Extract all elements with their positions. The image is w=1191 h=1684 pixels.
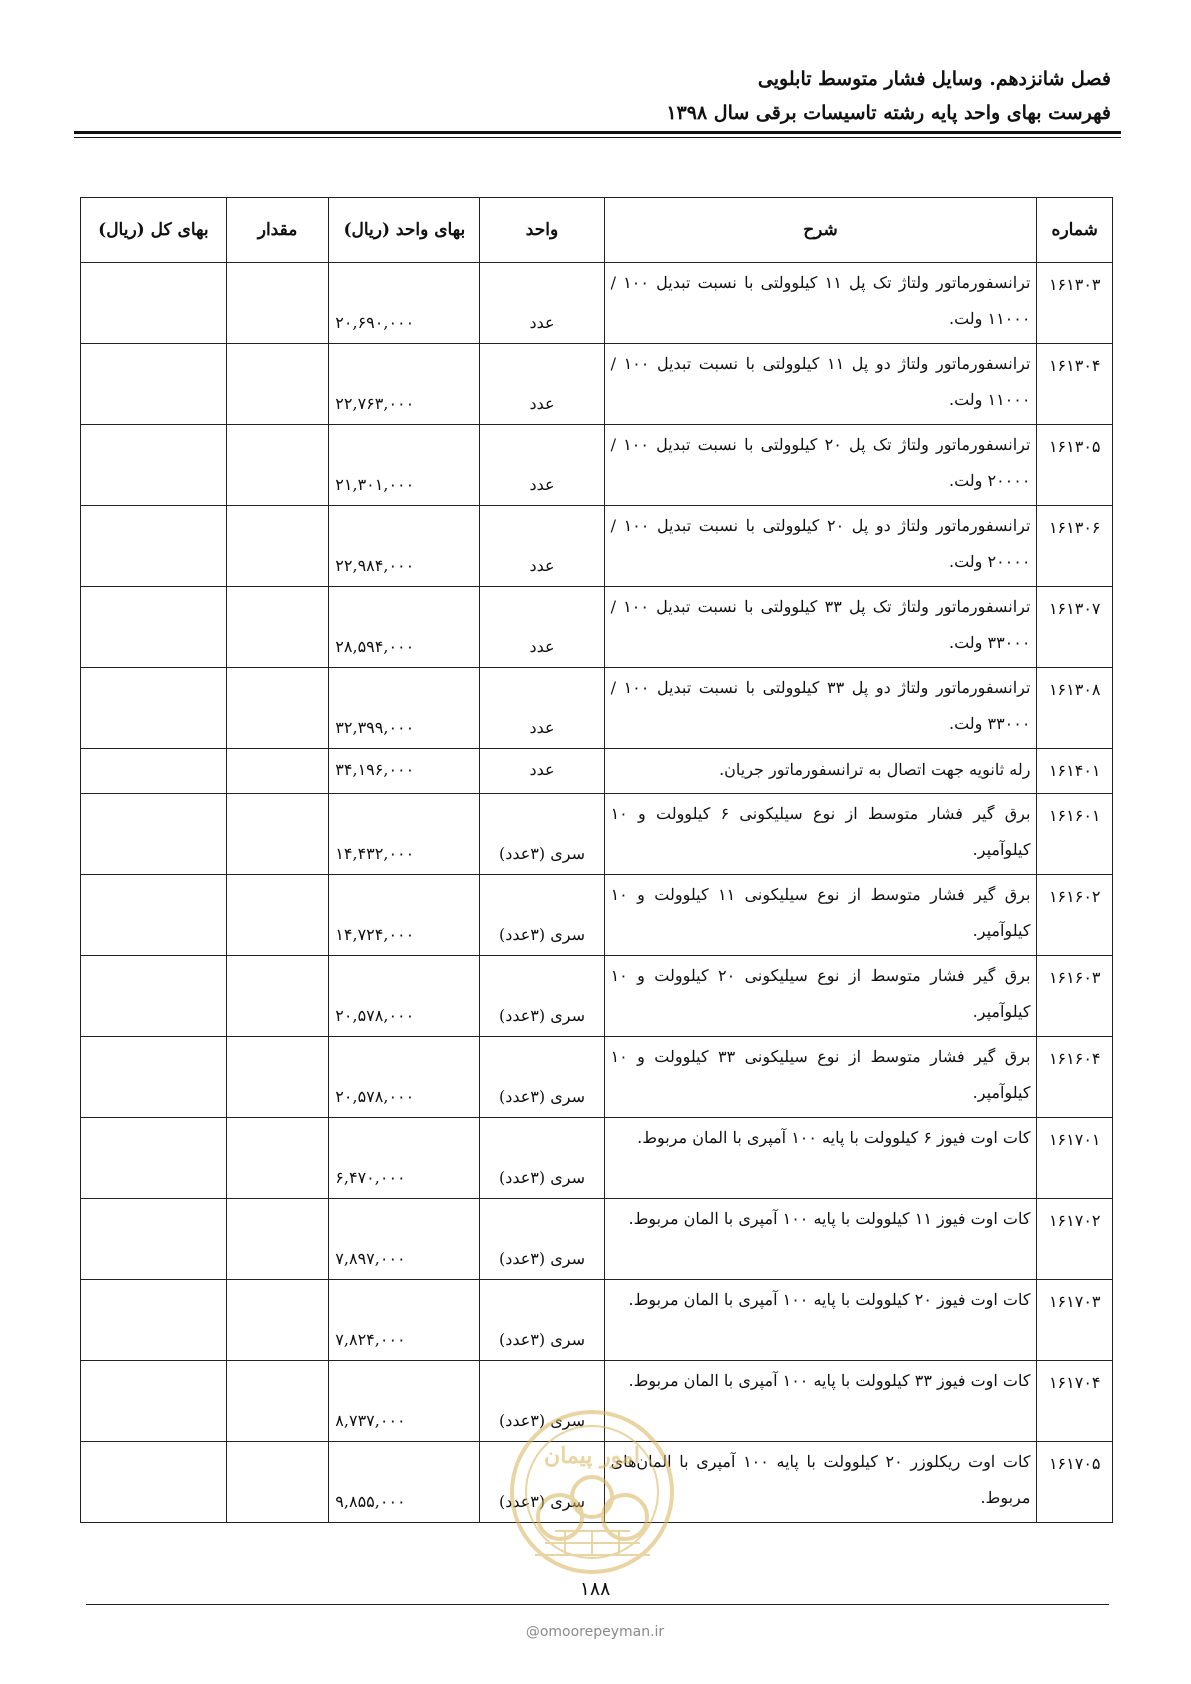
- cell-total-price: [81, 425, 227, 506]
- table-header-row: [81, 198, 1113, 263]
- cell-total-price: [81, 1361, 227, 1442]
- cell-unit: سری (۳عدد): [480, 1118, 604, 1199]
- cell-quantity: [226, 1280, 329, 1361]
- cell-total-price: [81, 506, 227, 587]
- cell-quantity: [226, 1442, 329, 1523]
- column-header-description: شرح: [604, 198, 1037, 263]
- header-divider-thin: [74, 137, 1121, 138]
- cell-total-price: [81, 344, 227, 425]
- cell-total-price: [81, 1280, 227, 1361]
- cell-description: کات اوت فیوز ۶ کیلوولت با پایه ۱۰۰ آمپری با المان مربوط.: [604, 1118, 1037, 1199]
- footer-divider: [86, 1604, 1109, 1605]
- cell-unit: عدد: [480, 506, 604, 587]
- cell-quantity: [226, 1361, 329, 1442]
- cell-description: کات اوت فیوز ۲۰ کیلوولت با پایه ۱۰۰ آمپری با المان مربوط.: [604, 1280, 1037, 1361]
- cell-unit: سری (۳عدد): [480, 1280, 604, 1361]
- cell-unit-price: ۳۲,۳۹۹,۰۰۰: [329, 668, 480, 749]
- cell-total-price: [81, 587, 227, 668]
- chapter-title: فصل شانزدهم. وسایل فشار متوسط تابلویی: [757, 68, 1111, 90]
- cell-unit-price: ۹,۸۵۵,۰۰۰: [329, 1442, 480, 1523]
- cell-unit: سری (۳عدد): [480, 875, 604, 956]
- cell-code: ۱۶۱۳۰۷: [1037, 587, 1113, 668]
- cell-unit-price: ۶,۴۷۰,۰۰۰: [329, 1118, 480, 1199]
- cell-unit: سری (۳عدد): [480, 1442, 604, 1523]
- cell-quantity: [226, 263, 329, 344]
- cell-total-price: [81, 1037, 227, 1118]
- cell-unit-price: ۲۸,۵۹۴,۰۰۰: [329, 587, 480, 668]
- table-row: [81, 344, 1113, 425]
- cell-code: ۱۶۱۴۰۱: [1037, 749, 1113, 794]
- cell-description: برق گیر فشار متوسط از نوع سیلیکونی ۳۳ کیلوولت و ۱۰ کیلوآمپر.: [604, 1037, 1037, 1118]
- column-header-unit-price: بهای واحد (ریال): [329, 198, 480, 263]
- cell-unit-price: ۷,۸۲۴,۰۰۰: [329, 1280, 480, 1361]
- table-row: [81, 1280, 1113, 1361]
- table-row: [81, 668, 1113, 749]
- cell-quantity: [226, 1118, 329, 1199]
- cell-unit-price: ۱۴,۷۲۴,۰۰۰: [329, 875, 480, 956]
- cell-unit-price: ۲۰,۵۷۸,۰۰۰: [329, 956, 480, 1037]
- cell-unit: سری (۳عدد): [480, 956, 604, 1037]
- cell-code: ۱۶۱۷۰۱: [1037, 1118, 1113, 1199]
- page-number: ۱۸۸: [579, 1578, 611, 1600]
- cell-description: رله ثانویه جهت اتصال به ترانسفورماتور جریان.: [604, 749, 1037, 794]
- cell-description: ترانسفورماتور ولتاژ دو پل ۲۰ کیلوولتی با نسبت تبدیل ۱۰۰ / ۲۰۰۰۰ ولت.: [604, 506, 1037, 587]
- cell-quantity: [226, 425, 329, 506]
- cell-code: ۱۶۱۶۰۱: [1037, 794, 1113, 875]
- cell-quantity: [226, 1037, 329, 1118]
- cell-unit: عدد: [480, 425, 604, 506]
- cell-code: ۱۶۱۷۰۵: [1037, 1442, 1113, 1523]
- cell-total-price: [81, 1118, 227, 1199]
- table-row: [81, 794, 1113, 875]
- cell-total-price: [81, 263, 227, 344]
- cell-description: برق گیر فشار متوسط از نوع سیلیکونی ۱۱ کیلوولت و ۱۰ کیلوآمپر.: [604, 875, 1037, 956]
- cell-description: برق گیر فشار متوسط از نوع سیلیکونی ۶ کیلوولت و ۱۰ کیلوآمپر.: [604, 794, 1037, 875]
- cell-total-price: [81, 1199, 227, 1280]
- page-header: [71, 62, 1111, 130]
- cell-unit-price: ۲۰,۶۹۰,۰۰۰: [329, 263, 480, 344]
- table-row: [81, 875, 1113, 956]
- cell-code: ۱۶۱۷۰۴: [1037, 1361, 1113, 1442]
- table-row: [81, 1037, 1113, 1118]
- table-row: [81, 425, 1113, 506]
- cell-quantity: [226, 1199, 329, 1280]
- cell-unit-price: ۸,۷۳۷,۰۰۰: [329, 1361, 480, 1442]
- table-row: [81, 1361, 1113, 1442]
- cell-unit: عدد: [480, 587, 604, 668]
- cell-unit: سری (۳عدد): [480, 794, 604, 875]
- table-row: [81, 506, 1113, 587]
- cell-unit: عدد: [480, 749, 604, 794]
- cell-unit-price: ۲۲,۹۸۴,۰۰۰: [329, 506, 480, 587]
- cell-unit-price: ۷,۸۹۷,۰۰۰: [329, 1199, 480, 1280]
- cell-description: ترانسفورماتور ولتاژ تک پل ۳۳ کیلوولتی با نسبت تبدیل ۱۰۰ / ۳۳۰۰۰ ولت.: [604, 587, 1037, 668]
- cell-quantity: [226, 344, 329, 425]
- cell-unit: عدد: [480, 263, 604, 344]
- seal-text: امور پیمان: [544, 1443, 640, 1469]
- table-row: [81, 263, 1113, 344]
- column-header-quantity: مقدار: [226, 198, 329, 263]
- cell-code: ۱۶۱۷۰۲: [1037, 1199, 1113, 1280]
- price-table: [80, 197, 1113, 1523]
- cell-code: ۱۶۱۳۰۳: [1037, 263, 1113, 344]
- cell-code: ۱۶۱۳۰۸: [1037, 668, 1113, 749]
- cell-unit-price: ۲۱,۳۰۱,۰۰۰: [329, 425, 480, 506]
- cell-unit: سری (۳عدد): [480, 1361, 604, 1442]
- table-row: [81, 587, 1113, 668]
- cell-quantity: [226, 668, 329, 749]
- cell-code: ۱۶۱۶۰۴: [1037, 1037, 1113, 1118]
- cell-code: ۱۶۱۳۰۴: [1037, 344, 1113, 425]
- cell-unit-price: ۱۴,۴۳۲,۰۰۰: [329, 794, 480, 875]
- cell-unit: سری (۳عدد): [480, 1199, 604, 1280]
- column-header-total-price: بهای کل (ریال): [81, 198, 227, 263]
- cell-total-price: [81, 749, 227, 794]
- cell-description: کات اوت ریکلوزر ۲۰ کیلوولت با پایه ۱۰۰ آمپری با المان‌های مربوط.: [604, 1442, 1037, 1523]
- cell-description: کات اوت فیوز ۱۱ کیلوولت با پایه ۱۰۰ آمپری با المان مربوط.: [604, 1199, 1037, 1280]
- table-body: [81, 263, 1113, 1523]
- cell-total-price: [81, 1442, 227, 1523]
- cell-total-price: [81, 875, 227, 956]
- cell-total-price: [81, 794, 227, 875]
- header-divider: [74, 131, 1121, 134]
- cell-description: ترانسفورماتور ولتاژ تک پل ۲۰ کیلوولتی با نسبت تبدیل ۱۰۰ / ۲۰۰۰۰ ولت.: [604, 425, 1037, 506]
- cell-quantity: [226, 749, 329, 794]
- cell-description: ترانسفورماتور ولتاژ دو پل ۱۱ کیلوولتی با نسبت تبدیل ۱۰۰ / ۱۱۰۰۰ ولت.: [604, 344, 1037, 425]
- cell-unit: عدد: [480, 668, 604, 749]
- cell-unit-price: ۲۲,۷۶۳,۰۰۰: [329, 344, 480, 425]
- table-row: [81, 1199, 1113, 1280]
- cell-quantity: [226, 875, 329, 956]
- cell-code: ۱۶۱۷۰۳: [1037, 1280, 1113, 1361]
- column-header-code: شماره: [1037, 198, 1113, 263]
- cell-quantity: [226, 956, 329, 1037]
- cell-total-price: [81, 668, 227, 749]
- cell-code: ۱۶۱۶۰۲: [1037, 875, 1113, 956]
- cell-unit: عدد: [480, 344, 604, 425]
- cell-description: ترانسفورماتور ولتاژ تک پل ۱۱ کیلوولتی با نسبت تبدیل ۱۰۰ / ۱۱۰۰۰ ولت.: [604, 263, 1037, 344]
- price-list-title: فهرست بهای واحد پایه رشته تاسیسات برقی سال ۱۳۹۸: [666, 102, 1111, 124]
- cell-total-price: [81, 956, 227, 1037]
- cell-unit-price: ۲۰,۵۷۸,۰۰۰: [329, 1037, 480, 1118]
- cell-code: ۱۶۱۳۰۶: [1037, 506, 1113, 587]
- cell-code: ۱۶۱۶۰۳: [1037, 956, 1113, 1037]
- table-row: [81, 956, 1113, 1037]
- watermark-url: @omoorepeyman.ir: [525, 1624, 665, 1640]
- cell-description: ترانسفورماتور ولتاژ دو پل ۳۳ کیلوولتی با نسبت تبدیل ۱۰۰ / ۳۳۰۰۰ ولت.: [604, 668, 1037, 749]
- column-header-unit: واحد: [480, 198, 604, 263]
- table-row: [81, 749, 1113, 794]
- table-row: [81, 1442, 1113, 1523]
- cell-quantity: [226, 506, 329, 587]
- cell-code: ۱۶۱۳۰۵: [1037, 425, 1113, 506]
- cell-description: کات اوت فیوز ۳۳ کیلوولت با پایه ۱۰۰ آمپری با المان مربوط.: [604, 1361, 1037, 1442]
- cell-unit: سری (۳عدد): [480, 1037, 604, 1118]
- cell-unit-price: ۳۴,۱۹۶,۰۰۰: [329, 749, 480, 794]
- cell-quantity: [226, 794, 329, 875]
- table-row: [81, 1118, 1113, 1199]
- cell-quantity: [226, 587, 329, 668]
- cell-description: برق گیر فشار متوسط از نوع سیلیکونی ۲۰ کیلوولت و ۱۰ کیلوآمپر.: [604, 956, 1037, 1037]
